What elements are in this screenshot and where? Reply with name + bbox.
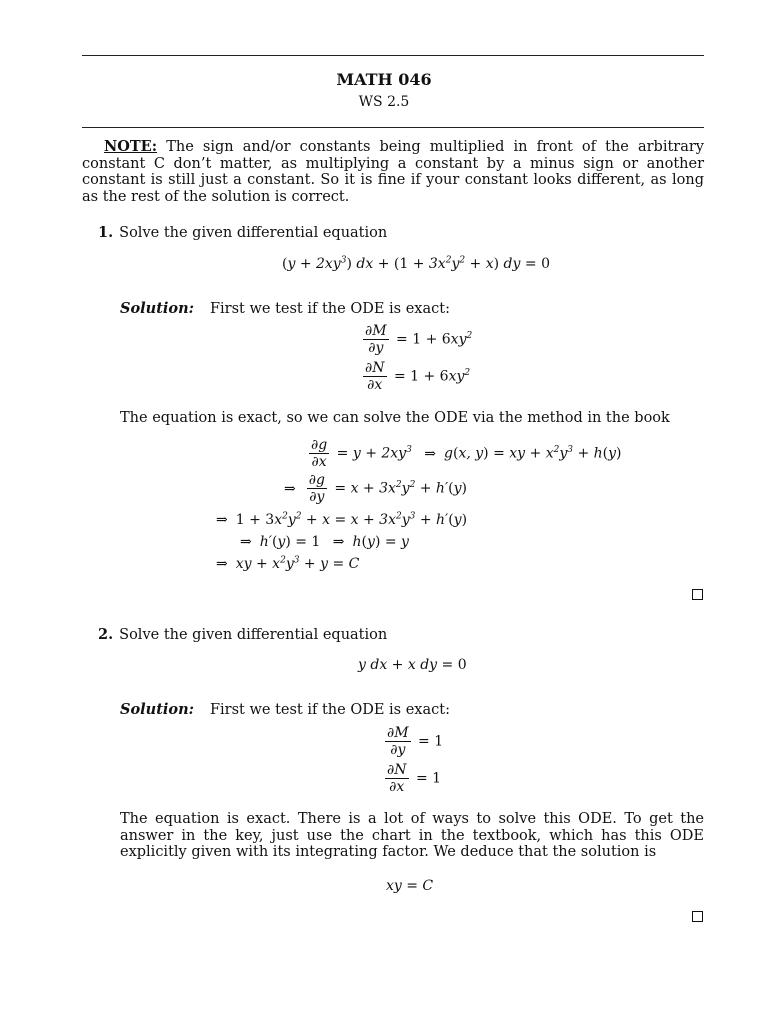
top-rule bbox=[82, 55, 704, 56]
problem-2-answer: xy = C bbox=[386, 878, 434, 894]
p1-dN-dx: $\frac{\partial N}{\partial x}$ = $1 + 6xy^2$ bbox=[365, 360, 471, 393]
problem-1-solution-intro: Solution: First we test if the ODE is exact: bbox=[120, 300, 450, 317]
p1-step-3: ⇒ $1 + 3x^2y^2 + x = x + 3x^2y^3 + h'(y)$ bbox=[216, 511, 468, 528]
p1-step-4: ⇒ h′(y) = 1 ⇒ h(y) = y bbox=[240, 534, 409, 550]
problem-1-text: Solve the given differential equation bbox=[119, 225, 388, 241]
solution-label: Solution: bbox=[120, 300, 194, 317]
p1-step-2: ⇒ $\frac{\partial g}{\partial y}$ = $x + 3x^2y^2 + h'(y)$ bbox=[284, 472, 467, 505]
note-paragraph bbox=[82, 139, 704, 205]
problem-2-explanation: The equation is exact. There is a lot of ways to solve this ODE. To get the answer in the key, just use the chart in the textbook, which has this ODE explicitly given with its integrating factor. We deduce that the solution is bbox=[120, 811, 704, 861]
problem-1-equation: $(y + 2xy^3)$ dx + $(1 + 3x^2y^2 + x)$ dy = 0 bbox=[282, 255, 550, 272]
p1-dM-dy: $\frac{\partial M}{\partial y}$ = $1 + 6xy^2$ bbox=[365, 323, 473, 356]
problem-1-number: 1. bbox=[98, 224, 114, 241]
problem-2-text: Solve the given differential equation bbox=[119, 627, 388, 643]
p1-step-1: $\frac{\partial g}{\partial x}$ = $y + 2xy^3$ ⇒ g(x, y) = xy + $x^2y^3 + h(y)$ bbox=[311, 437, 622, 470]
header-bottom-rule bbox=[82, 127, 704, 128]
worksheet-subtitle: WS 2.5 bbox=[358, 94, 410, 110]
p2-dN-dx: $\frac{\partial N}{\partial x}$ = 1 bbox=[387, 762, 442, 795]
problem-2-number: 2. bbox=[98, 626, 114, 643]
problem-2-solution-intro: Solution: First we test if the ODE is exact: bbox=[120, 701, 450, 718]
solution-label: Solution: bbox=[120, 701, 194, 718]
course-title: MATH 046 bbox=[336, 70, 432, 89]
problem-2-prompt bbox=[98, 626, 387, 643]
note-label: NOTE: bbox=[104, 138, 158, 155]
p1-step-5: ⇒ xy + $x^2y^3 + y = C$ bbox=[216, 555, 360, 572]
p2-dM-dy: $\frac{\partial M}{\partial y}$ = 1 bbox=[387, 725, 444, 758]
problem-2-equation: y dx + x dy = 0 bbox=[358, 657, 467, 673]
problem-1-exact-statement: The equation is exact, so we can solve the ODE via the method in the book bbox=[120, 410, 670, 426]
qed-box-2 bbox=[692, 911, 703, 922]
qed-box-1 bbox=[692, 589, 703, 600]
problem-1-prompt bbox=[98, 224, 387, 241]
note-text: The sign and/or constants being multiplied in front of the arbitrary constant C don’t matter, as multiplying a constant by a minus sign or another constant is still just a constant. So it is fine if your constant looks different, as long as the rest of the solution is correct. bbox=[82, 139, 704, 205]
